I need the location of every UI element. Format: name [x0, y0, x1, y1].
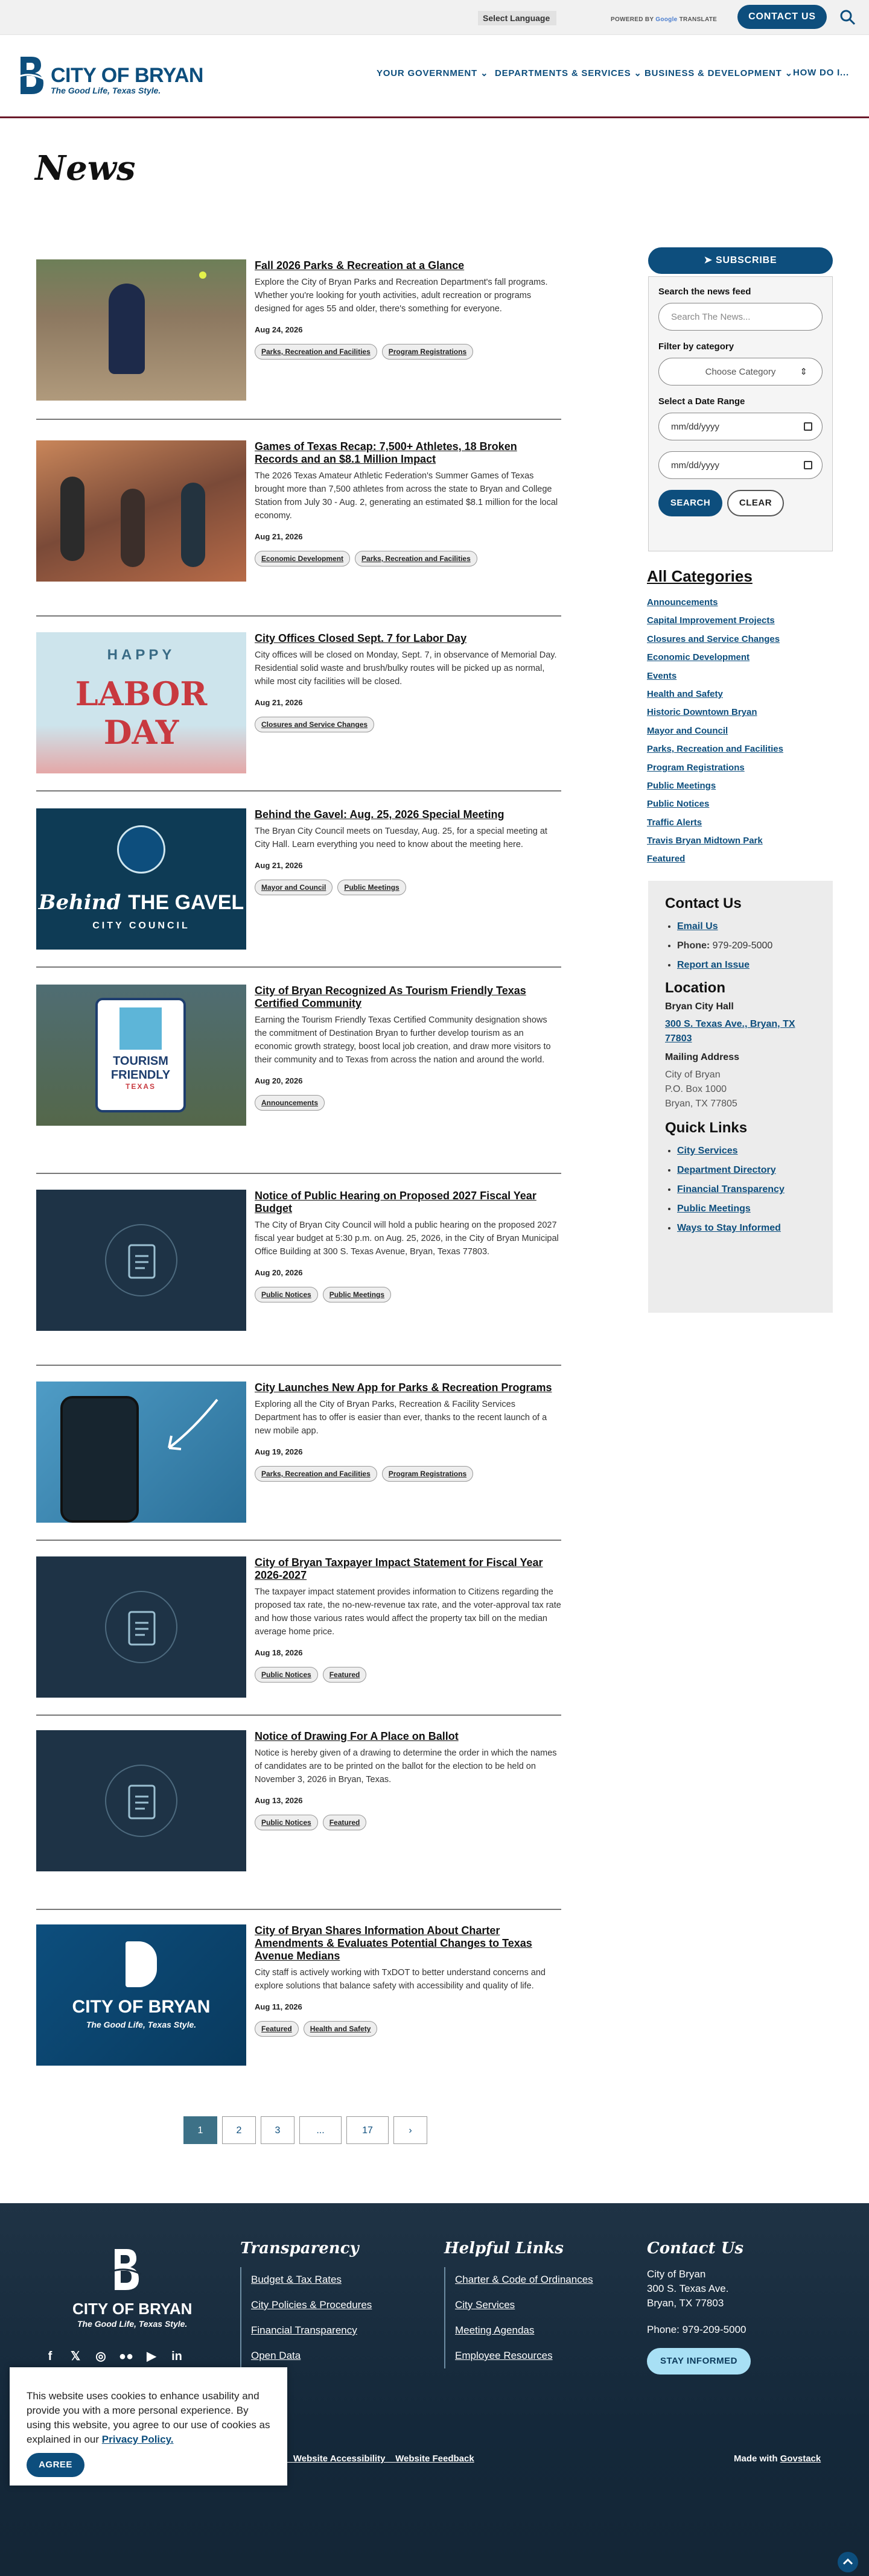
article-summary: City staff is actively working with TxDOT to better understand concerns and explore solutions that balance safety with accessibility and quality of life.	[255, 1968, 546, 1991]
location-title: Location	[665, 980, 725, 996]
article-thumbnail[interactable]	[36, 259, 246, 401]
article-divider	[36, 1909, 561, 1910]
article-date: Aug 21, 2026	[255, 698, 303, 707]
runner-figure	[181, 483, 205, 567]
article-body	[255, 259, 561, 360]
category-tag[interactable]: Public Meetings	[337, 880, 406, 895]
article-thumbnail[interactable]	[36, 440, 246, 582]
article-summary: The taxpayer impact statement provides information to Citizens regarding the proposed tax rate, the no-new-revenue tax rate, and the voter-approval tax rate and how those various rates would affect the property tax bill on the median average home price.	[255, 1587, 561, 1637]
chevron-down-icon: ⌄	[785, 68, 793, 78]
labor-day-text: LABOR DAY	[75, 674, 208, 752]
article-date: Aug 11, 2026	[255, 2002, 302, 2011]
footer-link[interactable]: City Services	[455, 2299, 515, 2311]
nav-how-do-i[interactable]	[793, 68, 849, 78]
email-link[interactable]: Email Us	[677, 921, 718, 931]
cookie-banner	[10, 2367, 287, 2486]
search-icon[interactable]	[839, 8, 857, 27]
article-summary: The Bryan City Council meets on Tuesday, Aug. 25, for a special meeting at City Hall. Learn everything you need to know about the meeting here.	[255, 826, 547, 849]
article-body	[255, 440, 561, 566]
select-arrows-icon: ⇕	[800, 367, 807, 377]
footer-bottom-links	[278, 2454, 474, 2464]
thumb-notice	[36, 1556, 246, 1698]
filter-label: Filter by category	[658, 341, 734, 352]
footer-contact-title: Contact Us	[647, 2239, 743, 2257]
contact-report-item	[677, 956, 816, 975]
footer-link[interactable]: City Policies & Procedures	[251, 2299, 372, 2311]
article-summary: Notice is hereby given of a drawing to determine the order in which the names of candidates are to be printed on the ballot for the election to be held on November 3, 2026 in Bryan, Texas.	[255, 1748, 557, 1784]
article-thumbnail[interactable]	[36, 808, 246, 950]
linkedin-icon[interactable]: in	[171, 2350, 182, 2363]
article-date: Aug 19, 2026	[255, 1447, 303, 1456]
thumb-city-tag: The Good Life, Texas Style.	[86, 2020, 197, 2029]
tourism-text-2: FRIENDLY	[110, 1068, 171, 1082]
article-summary: Explore the City of Bryan Parks and Recreation Department's fall programs. Whether you're looking for youth activities, adult recreation or programs designed for ages 55 and older, there's something for everyone.	[255, 278, 548, 314]
pagination-item[interactable]: 2	[222, 2116, 256, 2144]
ball-icon	[199, 271, 206, 279]
transparency-title: Transparency	[240, 2239, 359, 2257]
category-tag[interactable]: Public Notices	[255, 1815, 318, 1830]
article-thumbnail[interactable]	[36, 985, 246, 1126]
article-tags	[255, 344, 561, 360]
footer-contact	[647, 2239, 751, 2375]
gavel-the-text: THE GAVEL	[128, 891, 244, 914]
footer-contact-line: Bryan, TX 77803	[647, 2297, 724, 2309]
phone-number[interactable]: 979-209-5000	[712, 941, 773, 951]
helpful-links-title: Helpful Links	[444, 2239, 564, 2257]
quick-link[interactable]: City Services	[677, 1146, 738, 1156]
category-link[interactable]: Public Notices	[647, 799, 710, 810]
nav-departments-services[interactable]	[495, 68, 642, 78]
city-seal-icon	[117, 825, 165, 874]
article-title[interactable]: Notice of Drawing For A Place on Ballot	[255, 1730, 459, 1742]
category-link[interactable]: Parks, Recreation and Facilities	[647, 744, 783, 755]
made-with-label: Made with	[734, 2454, 778, 2464]
footer-logo-icon[interactable]	[107, 2245, 144, 2294]
category-tag[interactable]: Closures and Service Changes	[255, 717, 374, 732]
pagination-item[interactable]: 1	[183, 2116, 217, 2144]
cookie-text	[27, 2389, 270, 2447]
article-body	[255, 1730, 561, 1830]
send-icon: ➤	[704, 255, 716, 265]
footer-contact-line: 300 S. Texas Ave.	[647, 2283, 729, 2294]
gavel-title	[36, 890, 246, 915]
nav-departments-label: DEPARTMENTS & SERVICES	[495, 68, 631, 78]
quick-link[interactable]: Financial Transparency	[677, 1184, 785, 1194]
article-body	[255, 985, 561, 1111]
article-date: Aug 13, 2026	[255, 1796, 303, 1805]
category-link[interactable]: Mayor and Council	[647, 725, 728, 736]
phone-label: Phone:	[677, 941, 710, 951]
article-date: Aug 20, 2026	[255, 1268, 303, 1277]
category-link[interactable]: Program Registrations	[647, 762, 745, 773]
pagination-item[interactable]: 17	[346, 2116, 389, 2144]
instagram-icon[interactable]: ◎	[95, 2350, 106, 2363]
quick-links-title: Quick Links	[665, 1120, 748, 1136]
article-title[interactable]: Behind the Gavel: Aug. 25, 2026 Special Meeting	[255, 808, 505, 820]
article-title[interactable]: Games of Texas Recap: 7,500+ Athletes, 18 Broken Records and an $8.1 Million Impact	[255, 440, 517, 465]
subscribe-button[interactable]	[648, 247, 833, 274]
article-tags	[255, 1466, 561, 1482]
contact-panel	[648, 881, 833, 1313]
article-thumbnail[interactable]	[36, 1556, 246, 1698]
article-tags	[255, 880, 561, 895]
article-date: Aug 18, 2026	[255, 1648, 303, 1657]
article-divider	[36, 790, 561, 792]
mailing-line: City of Bryan	[665, 1070, 721, 1080]
article-tags	[255, 1667, 561, 1683]
clear-button[interactable]: CLEAR	[727, 490, 784, 516]
category-select[interactable]	[658, 358, 823, 385]
thumb-app	[36, 1382, 246, 1523]
thumb-track	[36, 440, 246, 582]
article-divider	[36, 1540, 561, 1541]
google-label: Google	[655, 16, 678, 23]
search-input[interactable]: Search The News...	[658, 303, 823, 331]
footer-helpful-links	[444, 2239, 593, 2368]
city-logo-icon[interactable]	[14, 53, 47, 98]
subscribe-label: SUBSCRIBE	[716, 255, 777, 265]
category-tag[interactable]: Parks, Recreation and Facilities	[255, 344, 377, 360]
search-label: Search the news feed	[658, 287, 751, 297]
thumb-notice	[36, 1730, 246, 1871]
category-tag[interactable]: Public Notices	[255, 1667, 318, 1683]
footer-link[interactable]: Open Data	[251, 2350, 301, 2361]
pagination-item[interactable]: 3	[261, 2116, 294, 2144]
made-with	[734, 2454, 821, 2464]
contact-us-button[interactable]: CONTACT US	[737, 5, 827, 29]
article-tags	[255, 1287, 561, 1302]
date-range-label: Select a Date Range	[658, 396, 745, 407]
thumb-labor-day	[36, 632, 246, 773]
article-body	[255, 1382, 561, 1482]
runner-figure	[60, 477, 84, 561]
category-tag[interactable]: Economic Development	[255, 551, 350, 566]
article-divider	[36, 419, 561, 420]
flickr-icon[interactable]: ●●	[118, 2350, 134, 2363]
cookie-message: This website uses cookies to enhance usability and provide you with a more personal experience. By using this website, you agree to our use of cookies as explained in our	[27, 2390, 270, 2445]
category-link[interactable]: Closures and Service Changes	[647, 633, 780, 644]
article-summary: Exploring all the City of Bryan Parks, Recreation & Facility Services Department has to offer is easier than ever, thanks to the recent launch of a new mobile app.	[255, 1400, 547, 1436]
thumb-city-title: CITY OF BRYAN	[72, 1997, 211, 2017]
website-accessibility-link[interactable]: Website Accessibility	[293, 2454, 386, 2464]
tourism-text-3: TEXAS	[125, 1082, 156, 1091]
calendar-icon[interactable]	[804, 422, 812, 431]
category-link[interactable]: Announcements	[647, 597, 718, 608]
utility-bar	[0, 0, 869, 35]
category-tag[interactable]: Featured	[323, 1667, 367, 1683]
category-tag[interactable]: Health and Safety	[304, 2021, 378, 2037]
end-date-input[interactable]	[658, 451, 823, 479]
report-issue-link[interactable]: Report an Issue	[677, 960, 750, 970]
nav-your-government[interactable]	[377, 68, 488, 78]
city-logo-mark	[126, 1941, 157, 1987]
article-date: Aug 20, 2026	[255, 1076, 303, 1085]
article-title[interactable]: City of Bryan Recognized As Tourism Friendly Texas Certified Community	[255, 985, 526, 1009]
gavel-behind-text: Behind	[38, 890, 121, 915]
category-link[interactable]: Traffic Alerts	[647, 817, 702, 828]
arrow-icon	[157, 1394, 229, 1466]
start-date-placeholder: mm/dd/yyyy	[671, 422, 720, 432]
article-thumbnail[interactable]	[36, 1924, 246, 2066]
article-divider	[36, 1365, 561, 1366]
article-thumbnail[interactable]	[36, 1190, 246, 1331]
pagination-item[interactable]: ...	[299, 2116, 342, 2144]
calendar-icon[interactable]	[804, 461, 812, 469]
logo-tagline: The Good Life, Texas Style.	[51, 86, 161, 95]
labor-happy-text: HAPPY	[107, 647, 176, 663]
footer-link[interactable]: Employee Resources	[455, 2350, 553, 2361]
texas-shape-icon	[119, 1007, 162, 1050]
article-tags	[255, 551, 561, 566]
article-thumbnail[interactable]	[36, 1730, 246, 1871]
article-body	[255, 632, 561, 732]
social-links	[42, 2349, 185, 2364]
all-categories-heading[interactable]: All Categories	[647, 567, 753, 585]
powered-by-label: POWERED BY	[611, 16, 654, 23]
article-divider	[36, 966, 561, 968]
article-thumbnail[interactable]	[36, 632, 246, 773]
location-address-link[interactable]: 300 S. Texas Ave., Bryan, TX 77803	[665, 1019, 795, 1044]
quick-link-item	[677, 1219, 816, 1238]
category-tag[interactable]: Mayor and Council	[255, 880, 333, 895]
language-select[interactable]: Select Language	[478, 11, 556, 25]
article-thumbnail[interactable]	[36, 1382, 246, 1523]
article-divider	[36, 1173, 561, 1174]
article-summary: Earning the Tourism Friendly Texas Certified Community designation shows the commitment of Destination Bryan to further develop tourism as an economic growth strategy, boost local job creation, and draw more visitors to their community and to Texas from across the nation and around the world.	[255, 1015, 551, 1065]
category-tag[interactable]: Parks, Recreation and Facilities	[355, 551, 477, 566]
quick-links-list	[665, 1141, 816, 1238]
end-date-placeholder: mm/dd/yyyy	[671, 460, 720, 471]
footer-contact-line: City of Bryan	[647, 2268, 706, 2280]
quick-link-item	[677, 1161, 816, 1180]
article-tags	[255, 2021, 561, 2037]
footer-link[interactable]: Meeting Agendas	[455, 2324, 535, 2336]
thumb-notice	[36, 1190, 246, 1331]
category-link[interactable]: Travis Bryan Midtown Park	[647, 836, 763, 846]
agree-button[interactable]: AGREE	[27, 2453, 84, 2477]
category-tag[interactable]: Program Registrations	[382, 344, 473, 360]
translate-label: TRANSLATE	[679, 16, 718, 23]
article-date: Aug 24, 2026	[255, 325, 303, 334]
quick-link-item	[677, 1141, 816, 1161]
mailing-title: Mailing Address	[665, 1052, 739, 1062]
category-link[interactable]: Historic Downtown Bryan	[647, 707, 757, 718]
category-link[interactable]: Events	[647, 670, 677, 681]
quick-link[interactable]: Public Meetings	[677, 1204, 751, 1214]
category-tag[interactable]: Public Meetings	[323, 1287, 391, 1302]
category-tag[interactable]: Program Registrations	[382, 1466, 473, 1482]
article-body	[255, 1924, 561, 2037]
article-body	[255, 808, 561, 895]
helpful-links	[444, 2267, 593, 2368]
category-link[interactable]: Economic Development	[647, 652, 750, 663]
category-link[interactable]: Public Meetings	[647, 780, 716, 791]
chevron-down-icon: ⌄	[634, 68, 642, 78]
powered-by-google	[611, 16, 717, 23]
article-title[interactable]: City Launches New App for Parks & Recreation Programs	[255, 1382, 552, 1394]
nav-how-do-i-label: HOW DO I...	[793, 68, 849, 78]
player-figure	[109, 284, 145, 374]
article-body	[255, 1190, 561, 1302]
footer-logo-title: CITY OF BRYAN	[72, 2300, 193, 2318]
pagination-item[interactable]: ›	[393, 2116, 427, 2144]
article-divider	[36, 615, 561, 617]
article-tags	[255, 717, 561, 732]
article-tags	[255, 1815, 561, 1830]
nav-your-government-label: YOUR GOVERNMENT	[377, 68, 478, 78]
article-summary: The 2026 Texas Amateur Athletic Federation's Summer Games of Texas brought more than 7,500 athletes from across the state to Bryan and College Station from July 30 - Aug. 2, generating an estimated $8.1 million for the local economy.	[255, 471, 558, 521]
category-tag[interactable]: Featured	[323, 1815, 367, 1830]
quick-link[interactable]: Department Directory	[677, 1165, 776, 1175]
article-date: Aug 21, 2026	[255, 861, 303, 870]
category-link[interactable]: Health and Safety	[647, 688, 723, 699]
clipboard-icon	[121, 1239, 163, 1281]
quick-link[interactable]: Ways to Stay Informed	[677, 1223, 781, 1233]
youtube-icon[interactable]: ▶	[147, 2350, 156, 2363]
article-title[interactable]: City Offices Closed Sept. 7 for Labor Day	[255, 632, 467, 644]
category-list	[647, 594, 783, 869]
quick-link-item	[677, 1180, 816, 1199]
privacy-policy-link[interactable]: Privacy Policy.	[101, 2434, 174, 2445]
chevron-up-icon	[838, 2552, 858, 2572]
category-tag[interactable]: Public Notices	[255, 1287, 318, 1302]
clipboard-icon	[121, 1606, 163, 1648]
contact-title: Contact Us	[665, 895, 742, 912]
footer-link[interactable]: Budget & Tax Rates	[251, 2274, 342, 2285]
category-tag[interactable]: Announcements	[255, 1095, 325, 1111]
article-title[interactable]: City of Bryan Shares Information About Charter Amendments & Evaluates Potential Changes to Texas Avenue Medians	[255, 1924, 532, 1962]
gavel-council-text: CITY COUNCIL	[92, 921, 190, 931]
article-summary: City offices will be closed on Monday, Sept. 7, in observance of Memorial Day. Residential solid waste and brush/bulky routes will be picked up as normal, while most city facilities will be closed.	[255, 650, 557, 687]
contact-email-item	[677, 917, 816, 936]
nav-business-label: BUSINESS & DEVELOPMENT	[645, 68, 782, 78]
location-name: Bryan City Hall	[665, 1001, 734, 1012]
article-title[interactable]: Fall 2026 Parks & Recreation at a Glance	[255, 259, 465, 271]
back-to-top-button[interactable]	[838, 2552, 858, 2572]
tourism-sign	[95, 998, 186, 1112]
quick-link-item	[677, 1199, 816, 1219]
article-title[interactable]: Notice of Public Hearing on Proposed 2027 Fiscal Year Budget	[255, 1190, 536, 1214]
footer-logo-tagline: The Good Life, Texas Style.	[77, 2319, 188, 2329]
pagination	[183, 2116, 427, 2144]
footer-transparency	[240, 2239, 372, 2368]
stay-informed-button[interactable]: STAY INFORMED	[647, 2348, 751, 2375]
article-title[interactable]: City of Bryan Taxpayer Impact Statement for Fiscal Year 2026-2027	[255, 1556, 543, 1581]
clipboard-icon	[121, 1780, 163, 1822]
thumb-softball	[36, 259, 246, 401]
category-tag[interactable]: Parks, Recreation and Facilities	[255, 1466, 377, 1482]
article-summary: The City of Bryan City Council will hold a public hearing on the proposed 2027 fiscal year budget at 5:30 p.m. on Aug. 25, 2026, in the City of Bryan Municipal Office Building at 300 S. Texas Avenue, Bryan, Texas 77803.	[255, 1220, 559, 1257]
facebook-icon[interactable]: f	[48, 2350, 53, 2363]
thumb-city-logo	[36, 1924, 246, 2066]
nav-business-development[interactable]	[645, 68, 793, 78]
article-date: Aug 21, 2026	[255, 532, 303, 541]
footer-link[interactable]: Financial Transparency	[251, 2324, 357, 2336]
search-button[interactable]: SEARCH	[658, 490, 722, 516]
thumb-behind-gavel	[36, 808, 246, 950]
mailing-line: Bryan, TX 77805	[665, 1099, 737, 1109]
thumb-tourism	[36, 985, 246, 1126]
phone-icon	[60, 1396, 139, 1523]
category-select-label: Choose Category	[705, 367, 776, 377]
site-header	[0, 35, 869, 118]
mailing-line: P.O. Box 1000	[665, 1084, 727, 1094]
chevron-down-icon: ⌄	[480, 68, 489, 78]
category-tag[interactable]: Featured	[255, 2021, 299, 2037]
start-date-input[interactable]	[658, 413, 823, 440]
page-title: News	[35, 148, 136, 188]
tourism-text-1: TOURISM	[113, 1055, 168, 1068]
website-feedback-link[interactable]: Website Feedback	[395, 2454, 474, 2464]
article-divider	[36, 1715, 561, 1716]
x-twitter-icon[interactable]: 𝕏	[70, 2350, 81, 2363]
article-tags	[255, 1095, 561, 1111]
footer-link[interactable]: Charter & Code of Ordinances	[455, 2274, 593, 2285]
article-body	[255, 1556, 561, 1683]
transparency-links	[240, 2267, 372, 2368]
runner-figure	[121, 489, 145, 567]
footer-phone[interactable]: Phone: 979-209-5000	[647, 2324, 746, 2335]
category-link[interactable]: Capital Improvement Projects	[647, 615, 775, 626]
contact-phone-item	[677, 936, 816, 956]
govstack-link[interactable]: Govstack	[780, 2454, 821, 2464]
category-link[interactable]: Featured	[647, 854, 686, 864]
news-filter-panel	[648, 276, 833, 551]
logo-title[interactable]: CITY OF BRYAN	[51, 64, 203, 87]
